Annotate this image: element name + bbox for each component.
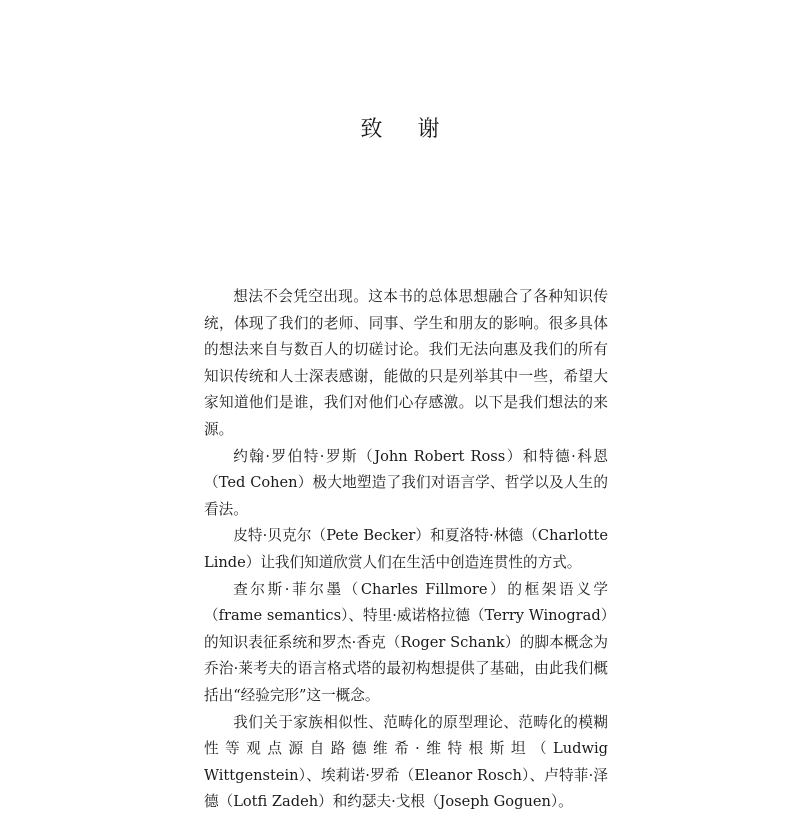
page-title: 致 谢	[360, 117, 454, 142]
paragraph: 约翰·罗伯特·罗斯（John Robert Ross）和特德·科恩（Ted Cohen）极大地塑造了我们对语言学、哲学以及人生的看法。	[204, 447, 608, 518]
paragraph: 查尔斯·菲尔墨（Charles Fillmore）的框架语义学（frame semantics）、特里·威诺格拉德（Terry Winograd）的知识表征系统和罗杰·香克（Roger Schank）的脚本概念为乔治·莱考夫的语言格式塔的最初构想提供了基础，由此我们概括出“经验完形”这一概念。	[204, 580, 608, 704]
paragraph: 想法不会凭空出现。这本书的总体思想融合了各种知识传统，体现了我们的老师、同事、学生和朋友的影响。很多具体的想法来自与数百人的切磋讨论。我们无法向惠及我们的所有知识传统和人士深表感谢，能做的只是列举其中一些，希望大家知道他们是谁，我们对他们心存感激。以下是我们想法的来源。	[204, 288, 608, 438]
paragraph: 皮特·贝克尔（Pete Becker）和夏洛特·林德（Charlotte Linde）让我们知道欣赏人们在生活中创造连贯性的方式。	[204, 527, 608, 571]
paragraph: 我们关于家族相似性、范畴化的原型理论、范畴化的模糊性等观点源自路德维希·维特根斯坦（Ludwig Wittgenstein）、埃莉诺·罗希（Eleanor Rosch）、卢特菲·泽德（Lotfi Zadeh）和约瑟夫·戈根（Joseph Goguen）。	[204, 713, 608, 811]
body-text	[204, 284, 608, 816]
